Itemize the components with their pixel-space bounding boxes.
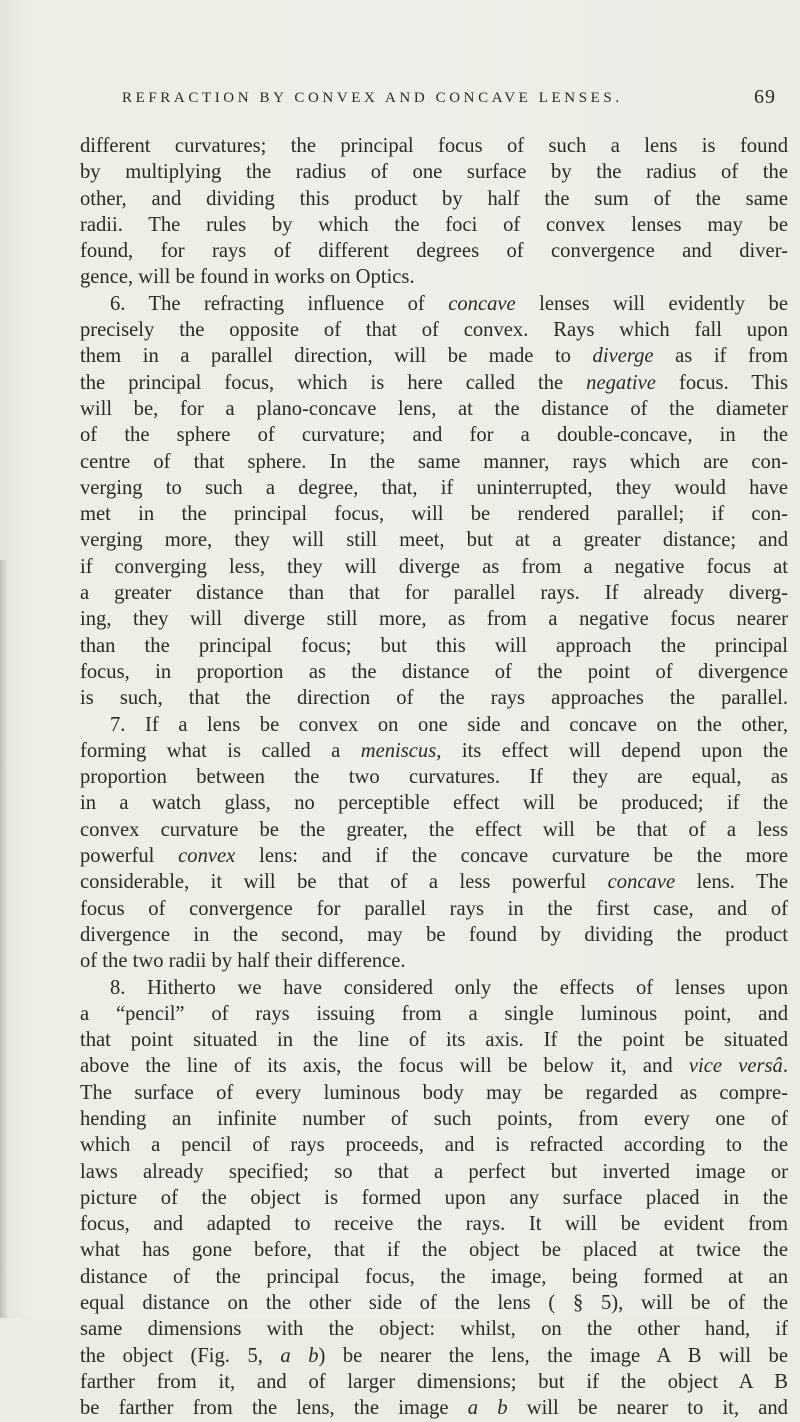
- text-line: 6. The refracting influence of concave lenses will evidently be: [110, 292, 788, 315]
- text-line: a “pencil” of rays issuing from a single luminous point, and: [80, 1002, 788, 1025]
- body-text: [80, 133, 788, 1422]
- text-line: ing, they will diverge still more, as from a negative focus nearer: [80, 608, 788, 631]
- text-line: met in the principal focus, will be rendered parallel; if con-: [80, 503, 788, 526]
- text-line: verging more, they will still meet, but at a greater distance; and: [80, 529, 788, 552]
- text-line: 7. If a lens be convex on one side and concave on the other,: [110, 713, 788, 736]
- text-line: focus, in proportion as the distance of the point of divergence: [80, 660, 788, 683]
- text-line: focus of convergence for parallel rays in the first case, and of: [80, 897, 788, 920]
- text-line: focus, and adapted to receive the rays. It will be evident from: [80, 1213, 788, 1236]
- text-line: will be, for a plano-concave lens, at the distance of the diameter: [80, 397, 788, 420]
- text-line: above the line of its axis, the focus will be below it, and vice versâ.: [80, 1055, 788, 1078]
- gutter-shadow: [0, 560, 8, 1318]
- page-number: 69: [754, 86, 776, 108]
- text-line: laws already specified; so that a perfect but inverted image or: [80, 1160, 788, 1183]
- text-line: in a watch glass, no perceptible effect will be produced; if the: [80, 792, 788, 815]
- text-line: precisely the opposite of that of convex. Rays which fall upon: [80, 319, 788, 342]
- text-line: distance of the principal focus, the image, being formed at an: [80, 1265, 788, 1288]
- text-line: picture of the object is formed upon any surface placed in the: [80, 1186, 788, 1209]
- text-line: if converging less, they will diverge as from a negative focus at: [80, 555, 788, 578]
- text-line: powerful convex lens: and if the concave curvature be the more: [80, 845, 788, 868]
- text-line: 8. Hitherto we have considered only the effects of lenses upon: [110, 976, 788, 999]
- text-line: of the two radii by half their difference.: [80, 950, 406, 973]
- text-line: farther from it, and of larger dimensions; but if the object A B: [80, 1370, 788, 1393]
- text-line: same dimensions with the object: whilst, on the other hand, if: [80, 1318, 788, 1341]
- text-line: other, and dividing this product by half the sum of the same: [80, 187, 788, 210]
- text-line: convex curvature be the greater, the effect will be that of a less: [80, 818, 788, 841]
- text-line: proportion between the two curvatures. If they are equal, as: [80, 766, 788, 789]
- text-line: the object (Fig. 5, a b) be nearer the lens, the image A B will be: [80, 1344, 788, 1367]
- text-line: is such, that the direction of the rays approaches the parallel.: [80, 687, 788, 710]
- text-line: divergence in the second, may be found by dividing the product: [80, 923, 788, 946]
- text-line: them in a parallel direction, will be made to diverge as if from: [80, 345, 788, 368]
- text-line: verging to such a degree, that, if uninterrupted, they would have: [80, 476, 788, 499]
- text-line: radii. The rules by which the foci of convex lenses may be: [80, 213, 788, 236]
- text-line: equal distance on the other side of the lens ( § 5), will be of the: [80, 1292, 788, 1315]
- text-line: found, for rays of different degrees of convergence and diver-: [80, 240, 788, 263]
- text-line: gence, will be found in works on Optics.: [80, 266, 415, 289]
- text-line: a greater distance than that for parallel rays. If already diverg-: [80, 582, 788, 605]
- text-line: hending an infinite number of such points, from every one of: [80, 1107, 788, 1130]
- text-line: considerable, it will be that of a less powerful concave lens. The: [80, 871, 789, 894]
- text-line: which a pencil of rays proceeds, and is refracted according to the: [80, 1134, 788, 1157]
- running-head: [122, 86, 782, 116]
- text-line: by multiplying the radius of one surface by the radius of the: [80, 161, 788, 184]
- running-title: REFRACTION BY CONVEX AND CONCAVE LENSES.: [122, 90, 623, 106]
- text-line: that point situated in the line of its axis. If the point be situated: [80, 1029, 788, 1052]
- text-line: what has gone before, that if the object be placed at twice the: [80, 1239, 788, 1262]
- text-line: different curvatures; the principal focus of such a lens is found: [80, 135, 788, 157]
- text-line: centre of that sphere. In the same manner, rays which are con-: [80, 450, 788, 473]
- text-line: The surface of every luminous body may be regarded as compre-: [80, 1081, 788, 1104]
- text-line: the principal focus, which is here called the negative focus. This: [80, 371, 788, 394]
- text-line: forming what is called a meniscus, its effect will depend upon the: [80, 739, 788, 762]
- text-line: be farther from the lens, the image a b will be nearer to it, and: [80, 1397, 788, 1420]
- text-line: of the sphere of curvature; and for a double-concave, in the: [80, 424, 788, 447]
- text-line: than the principal focus; but this will approach the principal: [80, 634, 788, 657]
